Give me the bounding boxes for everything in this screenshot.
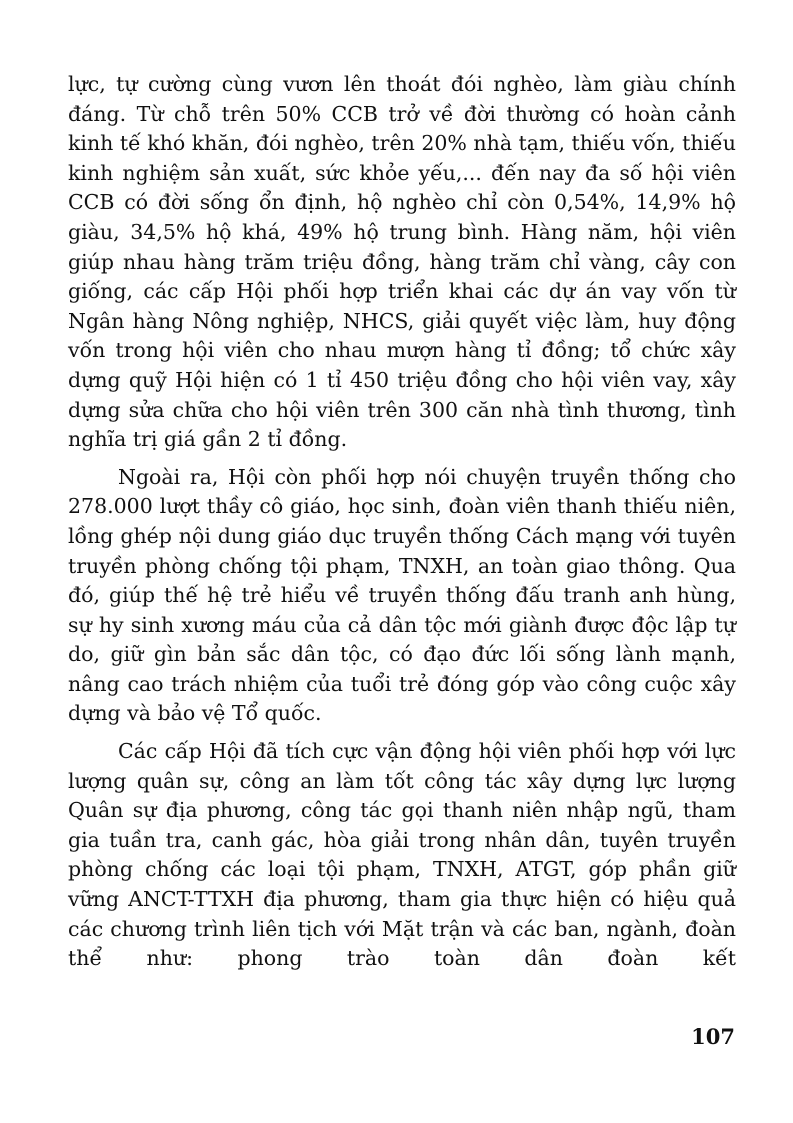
paragraph-3: Các cấp Hội đã tích cực vận động hội viên phối hợp với lực lượng quân sự, công an làm tốt công tác xây dựng lực lượng Quân sự địa phương, công tác gọi thanh niên nhập ngũ, tham gia tuần tra, canh gác, hòa giải trong nhân dân, tuyên truyền phòng chống các loại tội phạm, TNXH, ATGT, góp phần giữ vững ANCT-TTXH địa phương, tham gia thực hiện có hiệu quả các chương trình liên tịch với Mặt trận và các ban, ngành, đoàn thể như: phong trào toàn dân đoàn kết <box>68 739 736 971</box>
paragraph-2: Ngoài ra, Hội còn phối hợp nói chuyện truyền thống cho 278.000 lượt thầy cô giáo, học sinh, đoàn viên thanh thiếu niên, lồng ghép nội dung giáo dục truyền thống Cách mạng với tuyên truyền phòng chống tội phạm, TNXH, an toàn giao thông. Qua đó, giúp thế hệ trẻ hiểu về truyền thống đấu tranh anh hùng, sự hy sinh xương máu của cả dân tộc mới giành được độc lập tự do, giữ gìn bản sắc dân tộc, có đạo đức lối sống lành mạnh, nâng cao trách nhiệm của tuổi trẻ đóng góp vào công cuộc xây dựng và bảo vệ Tổ quốc. <box>68 464 736 726</box>
body-text <box>68 70 736 974</box>
paragraph-1: lực, tự cường cùng vươn lên thoát đói nghèo, làm giàu chính đáng. Từ chỗ trên 50% CCB trở về đời thường có hoàn cảnh kinh tế khó khăn, đói nghèo, trên 20% nhà tạm, thiếu vốn, thiếu kinh nghiệm sản xuất, sức khỏe yếu,... đến nay đa số hội viên CCB có đời sống ổn định, hộ nghèo chỉ còn 0,54%, 14,9% hộ giàu, 34,5% hộ khá, 49% hộ trung bình. Hàng năm, hội viên giúp nhau hàng trăm triệu đồng, hàng trăm chỉ vàng, cây con giống, các cấp Hội phối hợp triển khai các dự án vay vốn từ Ngân hàng Nông nghiệp, NHCS, giải quyết việc làm, huy động vốn trong hội viên cho nhau mượn hàng tỉ đồng; tổ chức xây dựng quỹ Hội hiện có 1 tỉ 450 triệu đồng cho hội viên vay, xây dựng sửa chữa cho hội viên trên 300 căn nhà tình thương, tình nghĩa trị giá gần 2 tỉ đồng. <box>68 72 736 452</box>
page-number: 107 <box>691 1024 735 1049</box>
